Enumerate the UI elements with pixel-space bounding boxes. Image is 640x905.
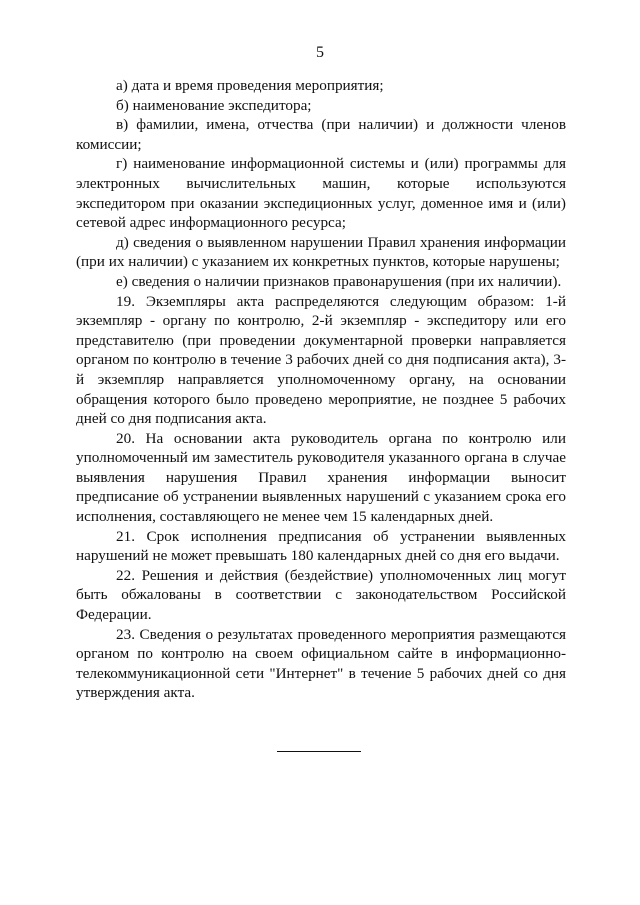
- paragraph-clause-23: 23. Сведения о результатах проведенного мероприятия размещаются органом по контролю на своем официальном сайте в информационно-телекоммуникационной сети "Интернет" в течение 5 рабочих дней со дня утверждения акта.: [76, 625, 566, 702]
- paragraph-clause-19: 19. Экземпляры акта распределяются следующим образом: 1-й экземпляр - органу по контролю, 2-й экземпляр - экспедитору или его представителю (при проведении документарной проверки направляется органом по контролю в течение 3 рабочих дней со дня подписания акта), 3-й экземпляр направляется уполномоченному органу, на основании обращения которого было проведено мероприятие, не позднее 5 рабочих дней со дня подписания акта.: [76, 292, 566, 428]
- paragraph-item-v: в) фамилии, имена, отчества (при наличии) и должности членов комиссии;: [76, 116, 566, 153]
- end-divider-line: [277, 751, 361, 752]
- page-number: 5: [316, 44, 324, 61]
- paragraph-item-e: е) сведения о наличии признаков правонарушения (при их наличии).: [116, 272, 562, 290]
- paragraph-item-b: б) наименование экспедитора;: [116, 96, 312, 114]
- paragraph-item-g: г) наименование информационной системы и (или) программы для электронных вычислительных машин, которые используются экспедитором при оказании экспедиционных услуг, доменное имя и (или) сетевой адрес информационного ресурса;: [76, 155, 566, 232]
- paragraph-clause-21: 21. Срок исполнения предписания об устранении выявленных нарушений не может превышать 180 календарных дней со дня его выдачи.: [76, 527, 566, 565]
- document-body: [76, 76, 566, 703]
- paragraph-item-a: а) дата и время проведения мероприятия;: [116, 77, 384, 94]
- paragraph-clause-20: 20. На основании акта руководитель органа по контролю или уполномоченный им заместитель руководителя указанного органа в случае выявления нарушения Правил хранения информации выносит предписание об устранении выявленных нарушений с указанием срока его исполнения, составляющего не менее чем 15 календарных дней.: [76, 429, 566, 526]
- paragraph-clause-22: 22. Решения и действия (бездействие) уполномоченных лиц могут быть обжалованы в соответствии с законодательством Российской Федерации.: [76, 566, 566, 624]
- paragraph-item-d: д) сведения о выявленном нарушении Правил хранения информации (при их наличии) с указанием их конкретных пунктов, которые нарушены;: [76, 233, 566, 271]
